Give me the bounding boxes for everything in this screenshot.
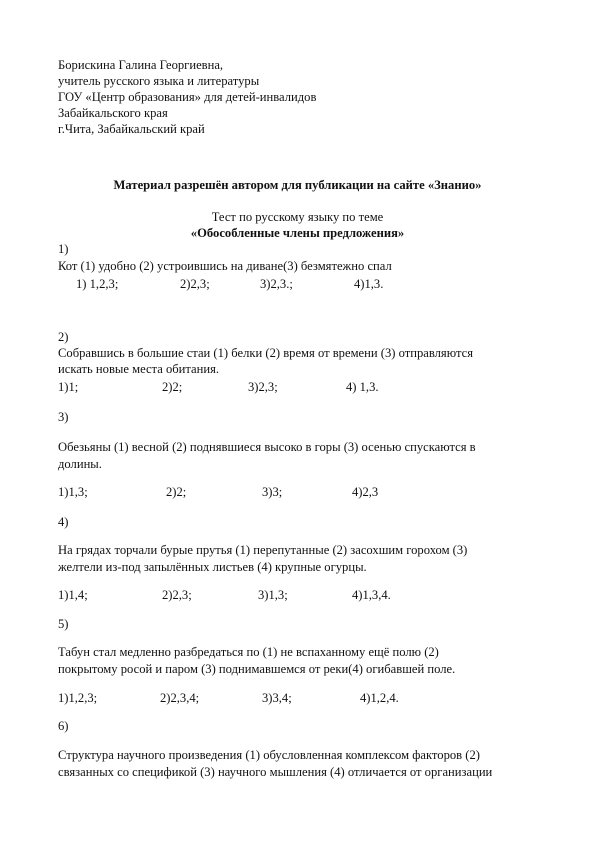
answer-option[interactable]: 2)2,3; (180, 277, 210, 291)
question-text: Структура научного произведения (1) обусловленная комплексом факторов (2) (58, 748, 480, 762)
author-city: г.Чита, Забайкальский край (58, 122, 205, 136)
question-text: связанных со спецификой (3) научного мышления (4) отличается от организации (58, 765, 493, 779)
question-text: желтели из-под запылённых листьев (4) крупные огурцы. (58, 560, 367, 574)
answer-option[interactable]: 4)1,2,4. (360, 691, 399, 705)
author-region: Забайкальского края (58, 106, 168, 120)
permission-notice: Материал разрешён автором для публикации на сайте «Знанио» (113, 178, 482, 192)
answer-option[interactable]: 1) 1,2,3; (76, 277, 119, 291)
answer-option[interactable]: 2)2,3,4; (160, 691, 200, 705)
answer-option[interactable]: 2)2; (162, 380, 183, 394)
question-text: покрытому росой и паром (3) поднимавшемся от реки(4) огибавшей поле. (58, 662, 456, 676)
answer-option[interactable]: 1)1,2,3; (58, 691, 98, 705)
answer-option[interactable]: 3)2,3.; (260, 277, 293, 291)
question-number: 3) (58, 410, 69, 424)
answer-option[interactable]: 2)2; (166, 485, 187, 499)
author-name: Борискина Галина Георгиевна, (58, 58, 224, 72)
question-text: искать новые места обитания. (58, 362, 220, 376)
answer-option[interactable]: 2)2,3; (162, 588, 192, 602)
answer-option[interactable]: 4)1,3,4. (352, 588, 391, 602)
question-number: 4) (58, 515, 69, 529)
answer-option[interactable]: 4)1,3. (354, 277, 384, 291)
question-text: На грядах торчали бурые прутья (1) перепутанные (2) засохшим горохом (3) (58, 543, 468, 557)
answer-option[interactable]: 3)1,3; (258, 588, 288, 602)
answer-option[interactable]: 1)1,3; (58, 485, 88, 499)
answer-option[interactable]: 1)1; (58, 380, 79, 394)
author-organization: ГОУ «Центр образования» для детей-инвалидов (58, 90, 317, 104)
question-text: Табун стал медленно разбредаться по (1) не вспаханному ещё полю (2) (58, 645, 439, 659)
question-text: долины. (58, 457, 102, 471)
answer-option[interactable]: 3)3; (262, 485, 283, 499)
question-number: 5) (58, 617, 69, 631)
test-title: Тест по русскому языку по теме (211, 210, 384, 224)
answer-option[interactable]: 1)1,4; (58, 588, 88, 602)
question-number: 2) (58, 330, 69, 344)
answer-option[interactable]: 4)2,3 (352, 485, 379, 499)
test-topic: «Обособленные члены предложения» (190, 226, 405, 240)
question-text: Кот (1) удобно (2) устроившись на диване(3) безмятежно спал (58, 259, 392, 273)
answer-option[interactable]: 3)2,3; (248, 380, 278, 394)
question-number: 6) (58, 719, 69, 733)
question-number: 1) (58, 242, 69, 256)
question-text: Собравшись в большие стаи (1) белки (2) время от времени (3) отправляются (58, 346, 473, 360)
answer-option[interactable]: 3)3,4; (262, 691, 292, 705)
question-text: Обезьяны (1) весной (2) поднявшиеся высоко в горы (3) осенью спускаются в (58, 440, 476, 454)
author-position: учитель русского языка и литературы (58, 74, 260, 88)
answer-option[interactable]: 4) 1,3. (346, 380, 379, 394)
